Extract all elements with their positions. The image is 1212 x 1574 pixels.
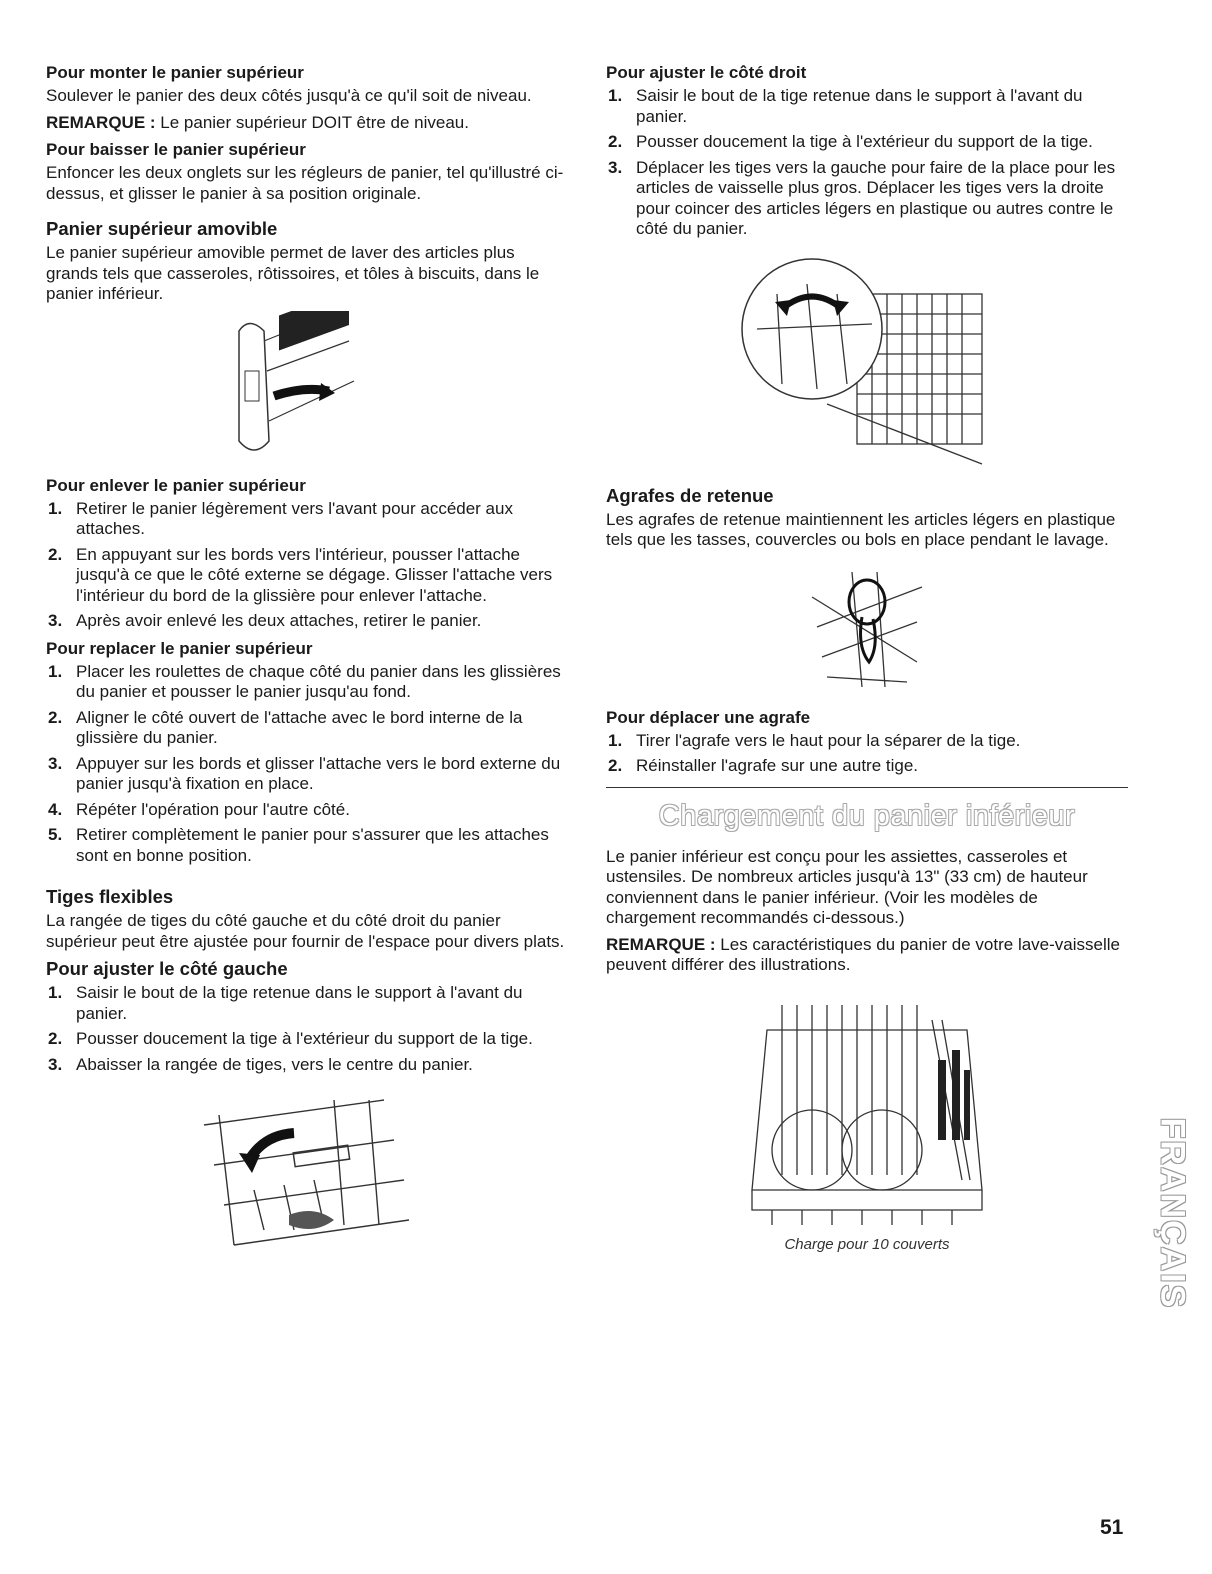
step-text: Abaisser la rangée de tiges, vers le centre du panier.: [76, 1054, 473, 1074]
heading-enlever: Pour enlever le panier supérieur: [46, 475, 306, 495]
step-number: 4.: [48, 799, 63, 819]
note-label: REMARQUE :: [606, 934, 716, 954]
side-tab-label: FRANÇAIS: [1153, 1117, 1192, 1309]
list-item: [606, 158, 1128, 240]
step-text: Retirer le panier légèrement vers l'avant pour accéder aux attaches.: [76, 498, 513, 538]
step-number: 1.: [608, 86, 623, 105]
heading-agrafes: Agrafes de retenue: [606, 484, 774, 506]
step-number: 2.: [608, 132, 623, 151]
heading-replacer: Pour replacer le panier supérieur: [46, 638, 313, 658]
step-text: Répéter l'opération pour l'autre côté.: [76, 799, 350, 819]
note-chargement: [606, 935, 1128, 976]
heading-monter: Pour monter le panier supérieur: [46, 63, 304, 82]
note-label: REMARQUE :: [46, 112, 156, 132]
step-text: Placer les roulettes de chaque côté du panier dans les glissières du panier et pousser le panier jusqu'au fond.: [76, 661, 561, 701]
list-item: [46, 754, 571, 795]
tines-right-illustration: [737, 254, 997, 469]
step-number: 3.: [48, 1054, 63, 1074]
step-text: En appuyant sur les bords vers l'intérieur, pousser l'attache jusqu'à ce que le côté externe se dégage. Glisser l'attache vers l'intérieur du bord de la glissière pour enlever l'attache.: [76, 544, 553, 605]
heading-gauche: Pour ajuster le côté gauche: [46, 958, 288, 979]
text-baisser: Enfoncer les deux onglets sur les régleurs de panier, tel qu'illustré ci-dessus, et glisser le panier à sa position originale.: [46, 163, 564, 203]
heading-amovible: Panier supérieur amovible: [46, 218, 278, 239]
list-item: [46, 545, 571, 607]
step-number: 1.: [608, 730, 623, 750]
step-number: 3.: [608, 157, 623, 177]
step-text: Pousser doucement la tige à l'extérieur du support de la tige.: [636, 132, 1093, 151]
heading-baisser: Pour baisser le panier supérieur: [46, 140, 306, 159]
heading-tiges: Tiges flexibles: [46, 886, 174, 907]
list-droit: [606, 86, 1128, 240]
language-side-tab: [1146, 1082, 1198, 1344]
step-number: 1.: [48, 983, 63, 1002]
list-item: [606, 86, 1128, 127]
step-text: Réinstaller l'agrafe sur une autre tige.: [636, 756, 919, 775]
note-text: Le panier supérieur DOIT être de niveau.: [155, 112, 469, 132]
list-replacer: [46, 662, 571, 867]
list-deplacer: [606, 731, 1128, 777]
heading-droit: Pour ajuster le côté droit: [606, 63, 807, 82]
step-number: 3.: [48, 753, 63, 773]
list-item: [46, 1055, 571, 1076]
step-number: 1.: [48, 661, 63, 681]
section-divider: [606, 787, 1128, 788]
list-gauche: [46, 983, 571, 1075]
text-agrafes: Les agrafes de retenue maintiennent les articles légers en plastique tels que les tasses, couvercles ou bols en place pendant le lavage.: [606, 509, 1116, 549]
list-item: [46, 499, 571, 540]
page-number: 51: [1100, 1516, 1124, 1539]
text-chargement: Le panier inférieur est conçu pour les assiettes, casseroles et ustensiles. De nombreux articles jusqu'à 13" (33 cm) de hauteur conviennent dans le panier inférieur. (Voir les modèles de chargement recommandés ci-dessous.): [606, 846, 1088, 927]
step-text: Tirer l'agrafe vers le haut pour la séparer de la tige.: [636, 730, 1021, 750]
lower-rack-load-illustration: [742, 1000, 992, 1230]
list-item: [46, 662, 571, 703]
list-enlever: [46, 499, 571, 632]
note-monter: [46, 113, 571, 134]
step-number: 2.: [608, 756, 623, 775]
basket-adjuster-illustration: [209, 311, 409, 461]
list-item: [46, 611, 571, 632]
list-item: [46, 983, 571, 1024]
step-text: Aligner le côté ouvert de l'attache avec le bord interne de la glissière du panier.: [76, 707, 523, 747]
step-number: 5.: [48, 825, 63, 844]
list-item: [606, 756, 1128, 777]
tines-left-illustration: [194, 1095, 424, 1255]
text-monter: Soulever le panier des deux côtés jusqu'à ce qu'il soit de niveau.: [46, 86, 532, 105]
step-text: Après avoir enlevé les deux attaches, retirer le panier.: [76, 611, 482, 630]
list-item: [46, 708, 571, 749]
note-text: Les caractéristiques du panier de votre lave-vaisselle peuvent différer des illustrations.: [606, 934, 1120, 974]
step-text: Saisir le bout de la tige retenue dans le support à l'avant du panier.: [636, 86, 1083, 126]
step-number: 1.: [48, 498, 63, 518]
list-item: [606, 132, 1128, 153]
retaining-clip-illustration: [807, 567, 927, 697]
heading-deplacer: Pour déplacer une agrafe: [606, 707, 811, 727]
figure-caption: Charge pour 10 couverts: [784, 1235, 950, 1253]
list-item: [46, 825, 571, 866]
list-item: [46, 1029, 571, 1050]
step-text: Appuyer sur les bords et glisser l'attache vers le bord externe du panier jusqu'à fixation en place.: [76, 753, 561, 793]
step-text: Déplacer les tiges vers la gauche pour faire de la place pour les articles de vaisselle plus gros. Déplacer les tiges vers la droite pour coincer des articles légers en plastique ou autres contre le côté du panier.: [636, 157, 1116, 238]
text-amovible: Le panier supérieur amovible permet de laver des articles plus grands tels que casseroles, rôtissoires, et tôles à biscuits, dans le panier inférieur.: [46, 243, 540, 303]
step-number: 2.: [48, 1029, 63, 1048]
left-column: [46, 62, 571, 1255]
step-text: Pousser doucement la tige à l'extérieur du support de la tige.: [76, 1029, 533, 1048]
step-number: 3.: [48, 611, 63, 630]
right-column: [606, 62, 1128, 1253]
step-text: Saisir le bout de la tige retenue dans le support à l'avant du panier.: [76, 983, 523, 1023]
list-item: [46, 800, 571, 821]
step-number: 2.: [48, 707, 63, 727]
section-title-chargement: Chargement du panier inférieur: [658, 799, 1076, 832]
step-text: Retirer complètement le panier pour s'assurer que les attaches sont en bonne position.: [76, 825, 549, 865]
list-item: [606, 731, 1128, 752]
step-number: 2.: [48, 544, 63, 564]
text-tiges: La rangée de tiges du côté gauche et du côté droit du panier supérieur peut être ajustée pour fournir de l'espace pour divers plats.: [46, 911, 565, 951]
